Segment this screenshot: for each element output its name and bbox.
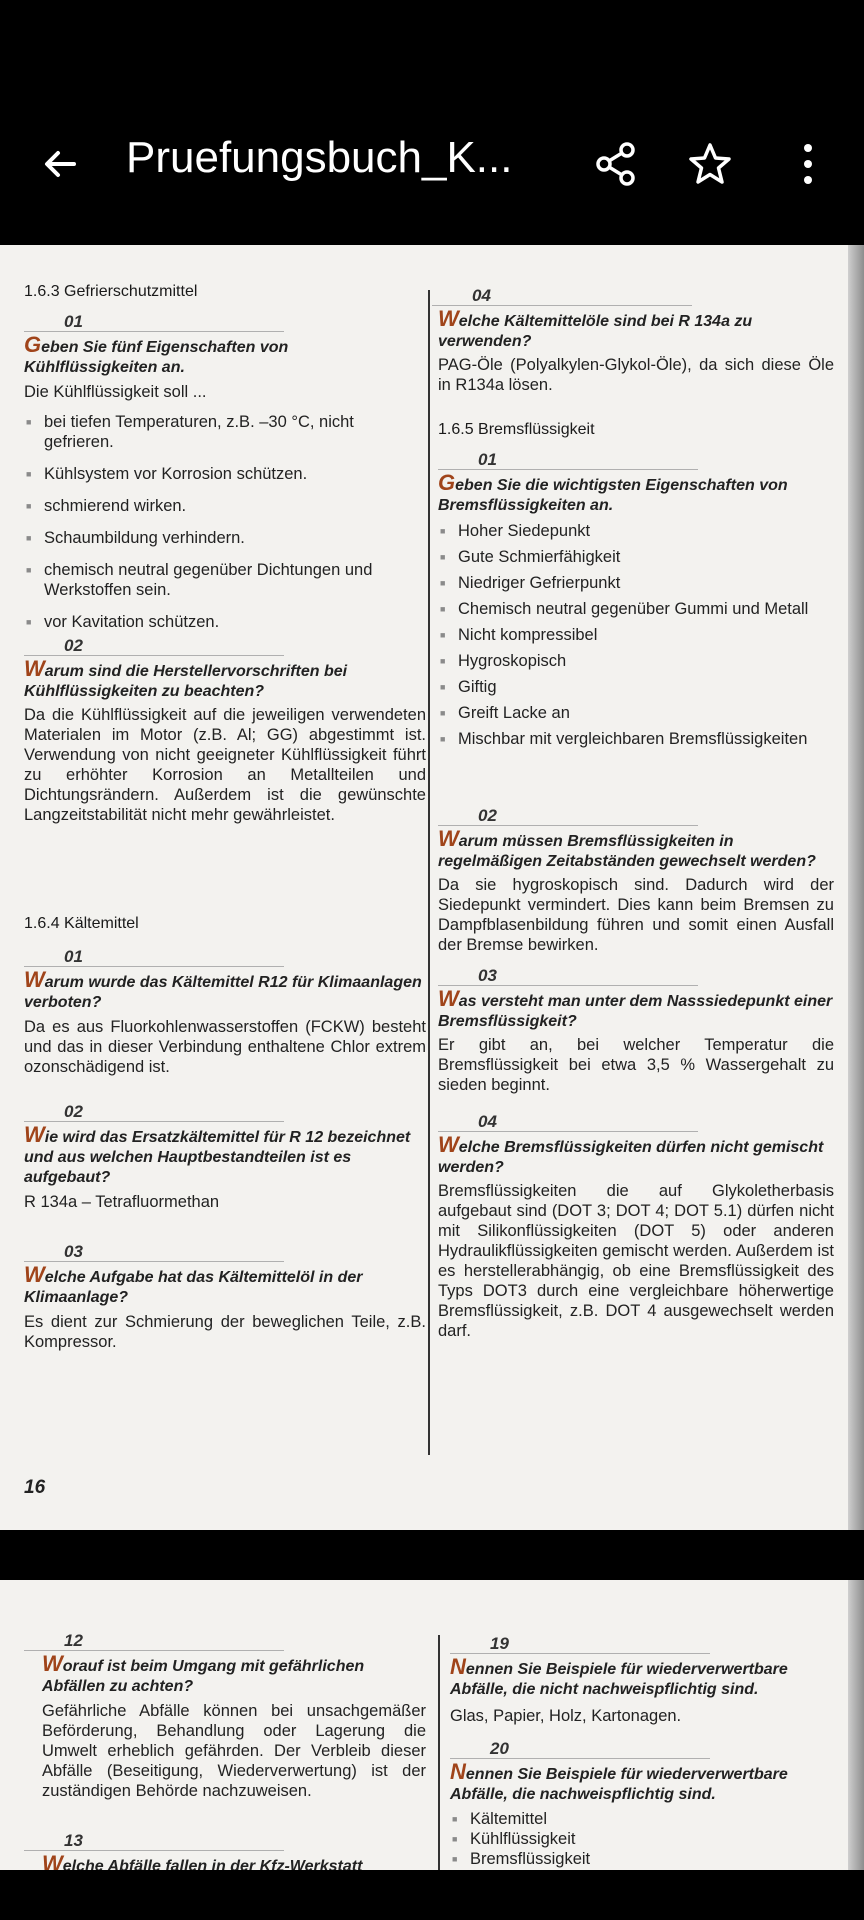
question-body: eben Sie die wichtigsten Eigenschaften von Bremsflüssigkeiten an.	[438, 477, 788, 514]
bullet-list	[438, 521, 834, 749]
question-number: 03	[24, 1243, 284, 1262]
answer-text: Gefährliche Abfälle können bei unsachgemäßer Beförderung, Behandlung oder Lagerung die Umwelt erheblich gefährden. Der Verbleib dieser Abfälle (Beseitigung, Wiederverwertung) ist der zuständigen Behörde nachzuweisen.	[42, 1702, 426, 1800]
question-text	[438, 306, 834, 352]
question-text	[24, 656, 426, 702]
answer-text: Er gibt an, bei welcher Temperatur die Bremsflüssigkeit bei etwa 3,5 % Wassergehalt zu sieden beginnt.	[438, 1036, 834, 1094]
question-block	[24, 313, 426, 632]
page-spine-shadow	[848, 245, 864, 1530]
question-block	[438, 287, 834, 395]
question-text	[24, 1651, 426, 1697]
question-block	[438, 807, 834, 955]
column-divider	[428, 290, 430, 1455]
question-text	[438, 986, 834, 1032]
question-text	[24, 1262, 426, 1308]
list-item: ■ Schaumbildung verhindern.	[24, 528, 426, 548]
list-item: ■ Niedriger Gefrierpunkt	[438, 573, 834, 593]
question-initial: W	[438, 826, 459, 851]
question-number: 04	[432, 287, 692, 306]
question-text	[450, 1654, 834, 1700]
list-item: ■ Hygroskopisch	[438, 651, 834, 671]
answer-text: Bremsflüssigkeiten die auf Glykoletherbasis aufgebaut sind (DOT 3; DOT 4; DOT 5.1) dürfen nicht mit Silikonflüssigkeiten (DOT 5) oder anderen Hydraulikflüssigkeiten gemischt werden. Außerdem ist es herstellerabhängig, ob eine Bremsflüssigkeit des Typs DOT3 durch eine vergleichbare höherwertige Bremsflüssigkeit, z.B. DOT 4 ausgewechselt werden darf.	[438, 1182, 834, 1340]
question-number: 04	[438, 1113, 698, 1132]
list-item: ■ bei tiefen Temperaturen, z.B. –30 °C, nicht gefrieren.	[24, 412, 426, 452]
question-number: 19	[450, 1635, 710, 1654]
answer-text: Glas, Papier, Holz, Kartonagen.	[450, 1707, 682, 1725]
question-block	[438, 451, 834, 749]
question-body: elche Kältemittelöle sind bei R 134a zu verwenden?	[438, 313, 753, 350]
section-heading: 1.6.4 Kältemittel	[24, 915, 139, 932]
question-initial: W	[42, 1651, 63, 1676]
star-outline-icon[interactable]	[684, 138, 736, 190]
list-item: ■ Giftig	[438, 677, 834, 697]
question-block	[24, 1103, 426, 1212]
answer-text: R 134a – Tetrafluormethan	[24, 1193, 220, 1211]
list-item: ■ Chemisch neutral gegenüber Gummi und Metall	[438, 599, 834, 619]
pdf-page-16[interactable]	[0, 245, 864, 1530]
app-bar	[0, 0, 864, 245]
question-block	[24, 1243, 426, 1352]
question-number: 13	[24, 1832, 284, 1851]
bullet-list	[24, 412, 426, 632]
question-initial: G	[438, 470, 456, 495]
question-body: ennen Sie Beispiele für wiederverwertbare Abfälle, die nicht nachweispflichtig sind.	[450, 1661, 788, 1698]
question-number: 03	[438, 967, 698, 986]
more-vertical-icon[interactable]	[782, 138, 834, 190]
list-item: ■ Greift Lacke an	[438, 703, 834, 723]
question-block	[438, 967, 834, 1095]
question-initial: W	[438, 306, 459, 331]
answer-text: Es dient zur Schmierung der beweglichen Teile, z.B. Kompressor.	[24, 1313, 426, 1351]
question-number: 20	[450, 1740, 710, 1759]
question-block	[24, 1832, 426, 1870]
list-item: ■ Nicht kompressibel	[438, 625, 834, 645]
question-initial: W	[42, 1851, 63, 1870]
question-body: as versteht man unter dem Nasssiedepunkt einer Bremsflüssigkeit?	[438, 993, 833, 1030]
question-body: ie wird das Ersatzkältemittel für R 12 bezeichnet und aus welchen Hauptbestandteilen ist es aufgebaut?	[24, 1129, 411, 1186]
question-body: elche Bremsflüssigkeiten dürfen nicht gemischt werden?	[438, 1139, 824, 1176]
list-item: ■ Gute Schmierfähigkeit	[438, 547, 834, 567]
question-body: eben Sie fünf Eigenschaften von Kühlflüssigkeiten an.	[24, 339, 289, 376]
list-item: ■ chemisch neutral gegenüber Dichtungen und Werkstoffen sein.	[24, 560, 426, 600]
answer-text: Da es aus Fluorkohlenwasserstoffen (FCKW) besteht und das in dieser Verbindung enthaltene Chlor extrem ozonschädigend ist.	[24, 1018, 426, 1076]
question-number: 02	[24, 1103, 284, 1122]
question-initial: W	[24, 1122, 45, 1147]
question-initial: W	[438, 1132, 459, 1157]
list-item: ■ Bremsflüssigkeit	[450, 1849, 834, 1869]
answer-text: PAG-Öle (Polyalkylen-Glykol-Öle), da sich diese Öle in R134a lösen.	[438, 356, 834, 394]
question-block	[24, 948, 426, 1077]
question-initial: N	[450, 1759, 466, 1784]
question-number: 01	[24, 948, 284, 967]
list-item: ■ Kühlflüssigkeit	[450, 1829, 834, 1849]
question-block	[24, 1632, 426, 1801]
question-number: 01	[438, 451, 698, 470]
question-text	[24, 1122, 426, 1188]
page-spine-shadow	[848, 1580, 864, 1870]
question-initial: G	[24, 332, 42, 357]
pdf-page-17[interactable]	[0, 1580, 864, 1870]
question-body: arum sind die Herstellervorschriften bei Kühlflüssigkeiten zu beachten?	[24, 663, 348, 700]
share-icon[interactable]	[590, 138, 642, 190]
question-body: ennen Sie Beispiele für wiederverwertbare Abfälle, die nachweispflichtig sind.	[450, 1766, 788, 1803]
question-block	[24, 637, 426, 825]
question-body: elche Abfälle fallen in der Kfz-Werkstatt	[62, 1858, 363, 1870]
question-number: 12	[24, 1632, 284, 1651]
list-item: ■ Hoher Siedepunkt	[438, 521, 834, 541]
answer-intro: Die Kühlflüssigkeit soll ...	[24, 383, 207, 401]
question-number: 02	[24, 637, 284, 656]
document-title: Pruefungsbuch_K...	[126, 133, 513, 182]
list-item: ■ vor Kavitation schützen.	[24, 612, 426, 632]
question-number: 02	[438, 807, 698, 826]
question-initial: W	[438, 986, 459, 1011]
bottom-bar	[0, 1870, 864, 1920]
list-item: ■ Mischbar mit vergleichbaren Bremsflüssigkeiten	[438, 729, 834, 749]
bullet-list	[450, 1809, 834, 1869]
answer-text: Da die Kühlflüssigkeit auf die jeweiligen verwendeten Materialen im Motor (z.B. Al; GG) abgestimmt ist. Verwendung von nicht geeigneter Kühlflüssigkeit führt zu erhöhter Korrosion an Metallteilen und Dichtungsrändern. Außerdem ist die gewünschte Langzeitstabilität nicht mehr gewährleistet.	[24, 706, 426, 824]
question-initial: W	[24, 1262, 45, 1287]
question-block	[450, 1740, 834, 1869]
back-arrow-icon[interactable]	[36, 140, 84, 188]
question-text	[438, 1132, 834, 1178]
question-text	[450, 1759, 834, 1805]
question-text	[24, 1851, 426, 1870]
question-text	[24, 967, 426, 1013]
question-text	[438, 470, 834, 516]
section-heading: 1.6.5 Bremsflüssigkeit	[438, 421, 595, 438]
question-text	[24, 332, 426, 378]
question-block	[438, 1113, 834, 1341]
answer-text: Da sie hygroskopisch sind. Dadurch wird der Siedepunkt vermindert. Dies kann beim Bremsen zu Dampfblasenbildung führen und somit einen Ausfall der Bremse bewirken.	[438, 876, 834, 954]
question-text	[438, 826, 834, 872]
question-block	[450, 1635, 834, 1726]
list-item: ■ Kältemittel	[450, 1809, 834, 1829]
question-body: elche Aufgabe hat das Kältemittelöl in der Klimaanlage?	[24, 1269, 363, 1306]
list-item: ■ schmierend wirken.	[24, 496, 426, 516]
question-number: 01	[24, 313, 284, 332]
page-number: 16	[24, 1477, 46, 1498]
question-initial: N	[450, 1654, 466, 1679]
column-divider	[438, 1635, 440, 1870]
section-heading: 1.6.3 Gefrierschutzmittel	[24, 283, 198, 300]
question-body: arum wurde das Kältemittel R12 für Klimaanlagen verboten?	[24, 974, 422, 1011]
question-body: arum müssen Bremsflüssigkeiten in regelmäßigen Zeitabständen gewechselt werden?	[438, 833, 816, 870]
question-initial: W	[24, 656, 45, 681]
question-body: orauf ist beim Umgang mit gefährlichen Abfällen zu achten?	[42, 1658, 365, 1695]
question-initial: W	[24, 967, 45, 992]
list-item: ■ Kühlsystem vor Korrosion schützen.	[24, 464, 426, 484]
